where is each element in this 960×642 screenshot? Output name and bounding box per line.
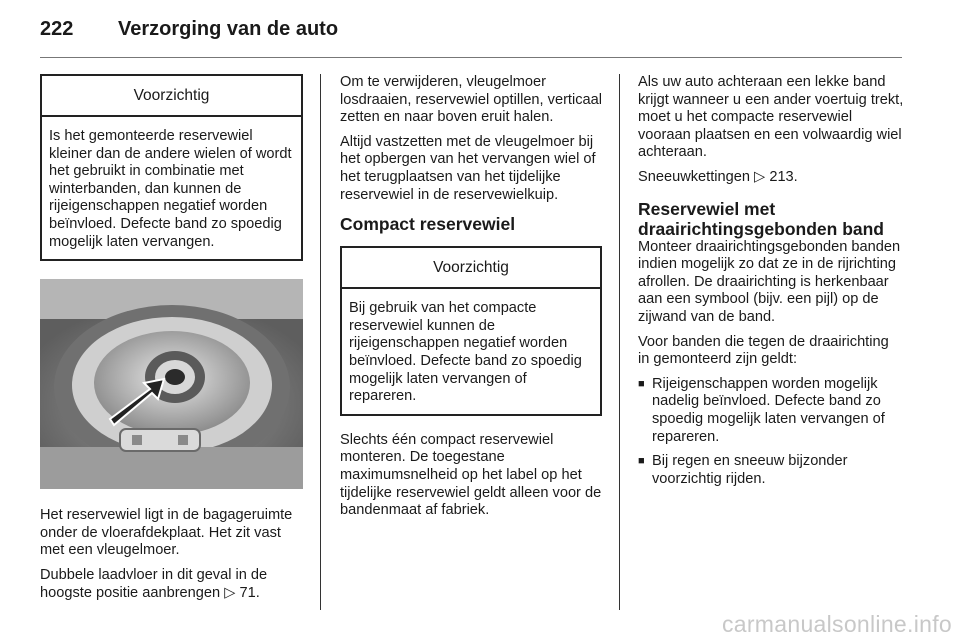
caution-box — [340, 246, 602, 416]
section-heading: Reservewiel met draairichtingsgebonden band — [638, 198, 884, 239]
bullet-square-icon: ■ — [638, 455, 645, 468]
caution-title: Voorzichtig — [42, 76, 301, 117]
paragraph-text: Dubbele laadvloer in dit geval in de hoogste positie aanbrengen — [40, 566, 268, 601]
page-ref[interactable]: 71. — [239, 584, 260, 601]
list-item-text: Bij regen en sneeuw bijzonder voorzichtig rijden. — [652, 453, 848, 487]
list-item — [638, 376, 904, 446]
page-title: Verzorging van de auto — [118, 18, 339, 40]
column-divider — [320, 74, 321, 610]
caution-text: Bij gebruik van het compacte reservewiel kunnen de rijeigenschappen negatief worden beïnvloed. Defecte band zo spoedig mogelijk laten vervangen of repareren. — [349, 300, 582, 405]
paragraph: Altijd vastzetten met de vleugelmoer bij het opbergen van het vervangen wiel of het terugplaatsen van het tijdelijke reservewiel in de reservewielkuip. — [340, 133, 596, 203]
watermark: carmanualsonline.info — [721, 611, 952, 637]
caution-title: Voorzichtig — [342, 248, 600, 289]
section-heading: Compact reservewiel — [340, 214, 516, 235]
bullet-list — [638, 376, 904, 489]
page-ref-arrow-icon[interactable]: ▷ — [754, 168, 766, 185]
column-3 — [638, 74, 904, 495]
column-divider — [619, 74, 620, 610]
paragraph-text: Sneeuwkettingen — [638, 168, 750, 185]
paragraph: Monteer draairichtingsgebonden banden indien mogelijk zo dat ze in de rijrichting afrollen. De draairichting is herkenbaar aan een symbool (bijv. een pijl) op de zijwand van de band. — [638, 238, 901, 325]
paragraph: Om te verwijderen, vleugelmoer losdraaien, reservewiel optillen, verticaal zetten en naar boven eruit halen. — [340, 74, 603, 126]
caution-box — [40, 74, 303, 261]
column-2 — [340, 74, 602, 527]
paragraph — [40, 567, 303, 602]
paragraph: Voor banden die tegen de draairichting in gemonteerd zijn geldt: — [638, 333, 889, 368]
page-number: 222 — [40, 18, 74, 40]
list-item-text: Rijeigenschappen worden mogelijk nadelig beïnvloed. Defecte band zo spoedig mogelijk laten vervangen of repareren. — [652, 375, 885, 445]
page-ref[interactable]: 213. — [769, 168, 798, 185]
paragraph: Slechts één compact reservewiel monteren. De toegestane maximumsnelheid op het label op het tijdelijke reservewiel geldt alleen voor de bandenmaat af fabriek. — [340, 431, 602, 519]
page-ref-arrow-icon[interactable]: ▷ — [224, 584, 236, 601]
paragraph: Het reservewiel ligt in de bagageruimte onder de vloerafdekplaat. Het zit vast met een vleugelmoer. — [40, 507, 293, 559]
column-1 — [40, 74, 303, 609]
paragraph — [638, 169, 904, 187]
paragraph: Als uw auto achteraan een lekke band krijgt wanneer u een ander voertuig trekt, moet u het compacte reservewiel vooraan plaatsen en een volwaardig wiel achteraan. — [638, 74, 904, 161]
spare-wheel-photo — [40, 279, 303, 489]
bullet-square-icon: ■ — [638, 377, 645, 390]
list-item — [638, 453, 904, 488]
caution-text: Is het gemonteerde reservewiel kleiner dan de andere wielen of wordt het gebruikt in combinatie met winterbanden, dan kunnen de rijeigenschappen negatief worden beïnvloed. Defecte band zo spoedig mogelijk laten vervangen. — [49, 128, 292, 250]
header-rule — [40, 57, 902, 58]
page-header — [40, 18, 902, 48]
